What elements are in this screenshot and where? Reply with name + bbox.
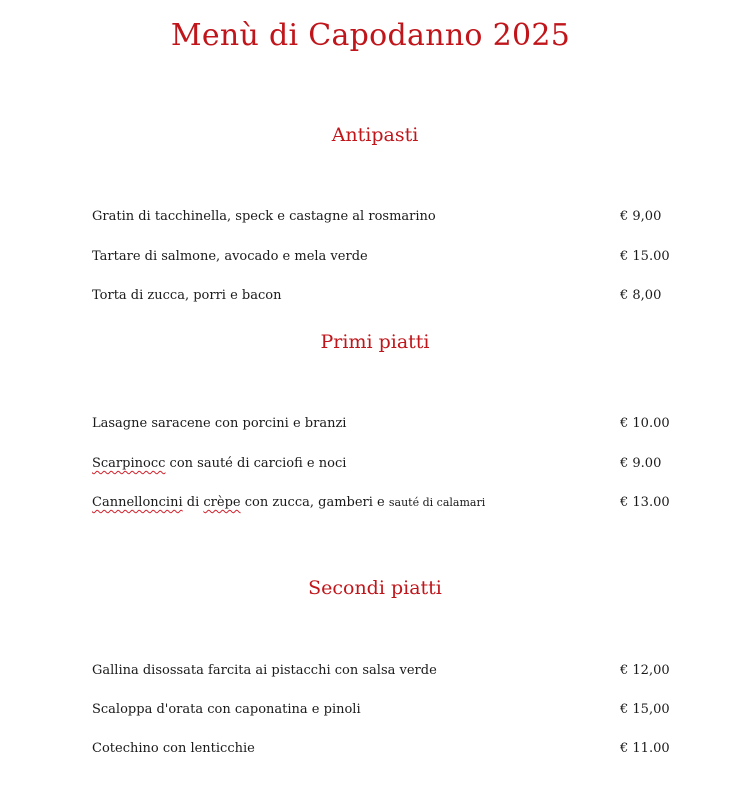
menu-item	[92, 209, 682, 229]
menu-item	[92, 456, 682, 476]
dish-name: Gratin di tacchinella, speck e castagne al rosmarino	[92, 209, 436, 224]
dish-price: € 9.00	[620, 456, 662, 471]
dish-price: € 8,00	[620, 288, 662, 303]
dish-price: € 9,00	[620, 209, 662, 224]
misspelled-word[interactable]: Cannelloncini	[92, 495, 183, 510]
dish-text-small: sauté di calamari	[388, 496, 486, 509]
dish-price: € 11.00	[620, 741, 670, 756]
dish-name: Scaloppa d'orata con caponatina e pinoli	[92, 702, 361, 717]
dish-name	[92, 456, 346, 471]
dish-text: con zucca, gamberi e	[240, 495, 389, 510]
dish-name	[92, 495, 485, 510]
dish-text: con sauté di carciofi e noci	[165, 456, 347, 471]
dish-name: Torta di zucca, porri e bacon	[92, 288, 282, 303]
section-heading-primi: Primi piatti	[320, 331, 430, 353]
dish-name: Cotechino con lenticchie	[92, 741, 255, 756]
misspelled-word[interactable]: crèpe	[203, 495, 241, 510]
menu-title: Menù di Capodanno 2025	[170, 18, 571, 53]
menu-item	[92, 416, 682, 436]
misspelled-word[interactable]: Scarpinocc	[92, 456, 166, 471]
section-heading-antipasti: Antipasti	[331, 124, 419, 146]
menu-item	[92, 249, 682, 269]
menu-item	[92, 663, 682, 683]
menu-item	[92, 702, 682, 722]
menu-item	[92, 495, 682, 515]
dish-name: Gallina disossata farcita ai pistacchi con salsa verde	[92, 663, 437, 678]
dish-price: € 15,00	[620, 702, 670, 717]
menu-item	[92, 741, 682, 761]
dish-name: Lasagne saracene con porcini e branzi	[92, 416, 347, 431]
dish-price: € 12,00	[620, 663, 670, 678]
dish-text: di	[182, 495, 204, 510]
dish-price: € 13.00	[620, 495, 670, 510]
dish-price: € 10.00	[620, 416, 670, 431]
dish-price: € 15.00	[620, 249, 670, 264]
menu-item	[92, 288, 682, 308]
section-heading-secondi: Secondi piatti	[308, 577, 442, 599]
dish-name: Tartare di salmone, avocado e mela verde	[92, 249, 368, 264]
